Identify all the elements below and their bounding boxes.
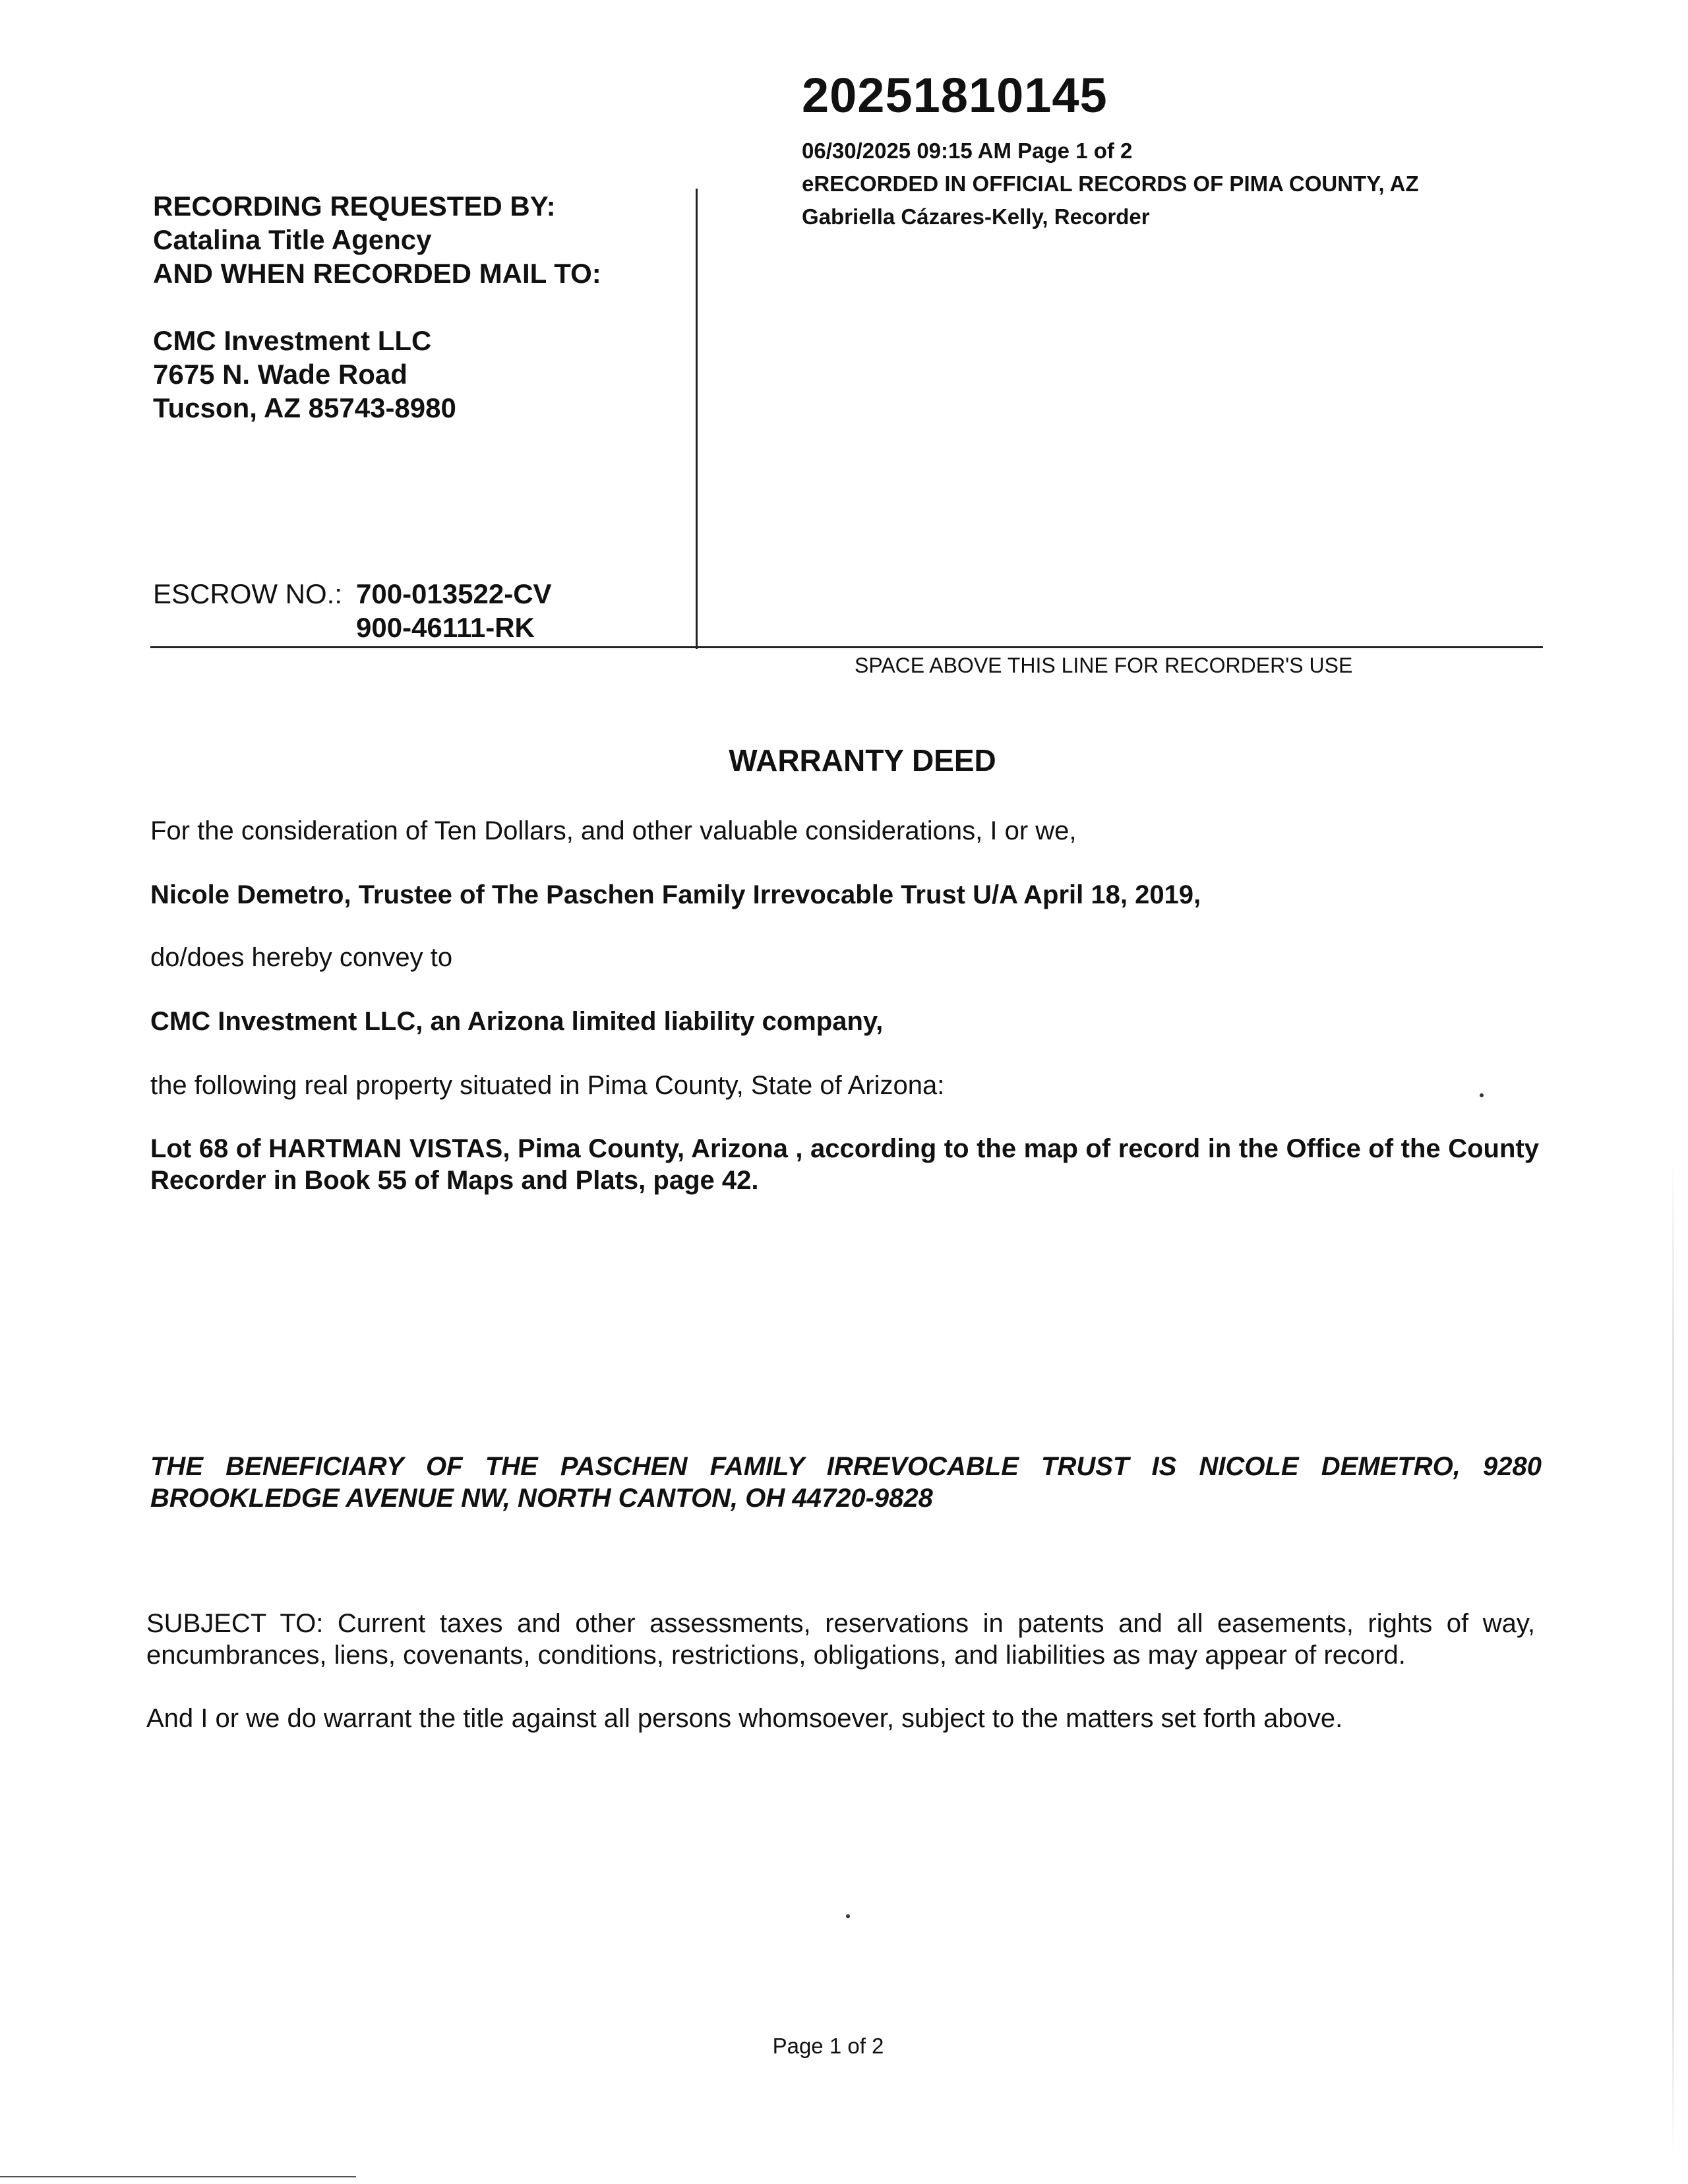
- recorder-space-note: SPACE ABOVE THIS LINE FOR RECORDER'S USE: [855, 653, 1353, 677]
- mail-to-label: AND WHEN RECORDED MAIL TO:: [153, 258, 601, 289]
- mail-name: CMC Investment LLC: [153, 325, 432, 356]
- escrow-number-2: 900-46111-RK: [356, 612, 535, 643]
- recording-number: 20251810145: [802, 68, 1108, 123]
- recording-recorder: Gabriella Cázares-Kelly, Recorder: [802, 204, 1150, 229]
- convey-text: do/does hereby convey to: [150, 943, 453, 972]
- legal-description: Lot 68 of HARTMAN VISTAS, Pima County, Arizona , according to the map of record in the Office of the County Recorder in Book 55 of Maps and Plats, page 42.: [150, 1134, 1539, 1195]
- escrow-number-1: 700-013522-CV: [356, 578, 552, 609]
- subject-to-text: SUBJECT TO: Current taxes and other assessments, reservations in patents and all easements, rights of way, encumbrances, liens, covenants, conditions, restrictions, obligations, and liabilities as may appear of record.: [146, 1609, 1535, 1670]
- scan-dot: [846, 1914, 850, 1918]
- deed-title: [0, 745, 1688, 775]
- grantor: Nicole Demetro, Trustee of The Paschen Family Irrevocable Trust U/A April 18, 2019,: [150, 880, 1201, 909]
- property-intro: the following real property situated in Pima County, State of Arizona:: [150, 1071, 945, 1100]
- warranty-text: And I or we do warrant the title against all persons whomsoever, subject to the matters set forth above.: [146, 1704, 1343, 1733]
- page-number: [0, 2035, 1688, 2057]
- grantee: CMC Investment LLC, an Arizona limited liability company,: [150, 1007, 884, 1036]
- recording-office: eRECORDED IN OFFICIAL RECORDS OF PIMA COUNTY, AZ: [802, 171, 1419, 196]
- header-vertical-divider: [696, 189, 698, 649]
- consideration-text: For the consideration of Ten Dollars, and other valuable considerations, I or we,: [150, 816, 1077, 845]
- scan-dot: [1480, 1093, 1484, 1097]
- deed-title-text: WARRANTY DEED: [729, 743, 996, 777]
- recorder-space-divider: [150, 646, 1543, 648]
- mail-street: 7675 N. Wade Road: [153, 359, 407, 390]
- scan-edge-line: [0, 2176, 356, 2177]
- escrow-label: ESCROW NO.:: [153, 578, 343, 609]
- scan-edge-shadow: [1672, 1147, 1674, 2163]
- recording-datetime-page: 06/30/2025 09:15 AM Page 1 of 2: [802, 138, 1133, 163]
- page-number-text: Page 1 of 2: [772, 2034, 884, 2058]
- requested-by: Catalina Title Agency: [153, 224, 432, 255]
- beneficiary-statement: THE BENEFICIARY OF THE PASCHEN FAMILY IRREVOCABLE TRUST IS NICOLE DEMETRO, 9280 BROOKLEDGE AVENUE NW, NORTH CANTON, OH 44720-9828: [150, 1452, 1542, 1513]
- requested-by-label: RECORDING REQUESTED BY:: [153, 191, 556, 222]
- mail-city: Tucson, AZ 85743-8980: [153, 392, 456, 423]
